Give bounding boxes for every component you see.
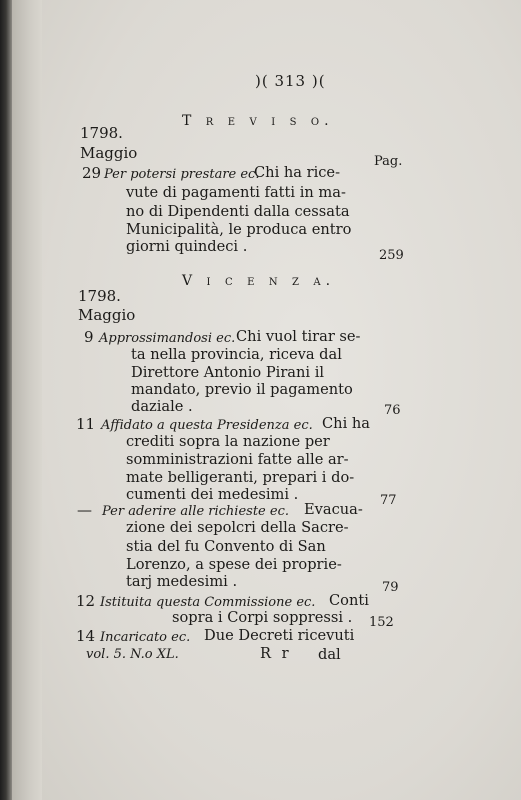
entry-day: — (77, 501, 92, 519)
entry-line: zione dei sepolcri della Sacre- (126, 519, 349, 536)
entry-line: somministrazioni fatte alle ar- (126, 451, 349, 468)
page-gutter (12, 0, 42, 800)
entry-line: ta nella provincia, riceva dal (131, 346, 342, 363)
treviso-month: Maggio (80, 144, 138, 162)
entry-line: Chi ha (322, 415, 370, 432)
entry-line: Lorenzo, a spese dei proprie- (126, 556, 342, 573)
entry-line: vute di pagamenti fatti in ma- (126, 184, 346, 201)
book-spine (0, 0, 12, 800)
entry-line: crediti sopra la nazione per (126, 433, 330, 450)
entry-line: stia del fu Convento di San (126, 538, 326, 555)
heading-vicenza: V i c e n z a. (182, 273, 336, 289)
entry-line: cumenti dei medesimi . (126, 486, 299, 503)
entry-line: giorni quindeci . (126, 238, 248, 255)
entry-day: 11 (76, 415, 96, 433)
entry-day: 12 (76, 592, 96, 610)
page-number: )( 313 )( (255, 72, 326, 90)
vicenza-month: Maggio (78, 306, 136, 324)
heading-treviso: T r e v i s o. (182, 113, 334, 129)
entry-day: 29 (82, 164, 102, 182)
entry-day: 9 (84, 328, 94, 346)
entry-line: Municipalità, le produca entro (126, 221, 352, 238)
entry-line: Conti (329, 592, 369, 609)
entry-prefix: Per aderire alle richieste ec. (102, 504, 289, 519)
entry-page-ref: 152 (369, 615, 394, 630)
entry-prefix: Approssimandosi ec. (99, 331, 236, 346)
entry-page-ref: 259 (379, 248, 404, 263)
entry-page-ref: 77 (380, 493, 397, 508)
entry-line: mandato, previo il pagamento (131, 381, 353, 398)
entry-line: Direttore Antonio Pirani il (131, 364, 325, 381)
treviso-year: 1798. (80, 124, 123, 142)
catchword: dal (318, 646, 341, 663)
entry-line: no di Dipendenti dalla cessata (126, 203, 350, 220)
entry-prefix: Affidato a questa Presidenza ec. (101, 418, 313, 433)
entry-line: Due Decreti ricevuti (204, 627, 355, 644)
page-column-label: Pag. (374, 154, 403, 169)
vicenza-year: 1798. (78, 287, 121, 305)
entry-line: sopra i Corpi soppressi . (172, 609, 353, 626)
entry-prefix: Incaricato ec. (100, 630, 191, 645)
entry-prefix: Istituita questa Commissione ec. (100, 595, 316, 610)
entry-page-ref: 76 (384, 403, 401, 418)
book-page (42, 0, 521, 800)
volume-footer: vol. 5. N.o XL. (86, 647, 179, 662)
entry-line: daziale . (131, 398, 193, 415)
entry-day: 14 (76, 627, 96, 645)
signature-mark: R r (260, 645, 292, 662)
entry-page-ref: 79 (382, 580, 399, 595)
entry-line: Chi ha rice- (254, 164, 340, 181)
entry-line: tarj medesimi . (126, 573, 238, 590)
entry-line: Evacua- (304, 501, 363, 518)
entry-line: Chi vuol tirar se- (236, 328, 361, 345)
entry-prefix: Per potersi prestare ec. (104, 167, 260, 182)
entry-line: mate belligeranti, prepari i do- (126, 469, 355, 486)
